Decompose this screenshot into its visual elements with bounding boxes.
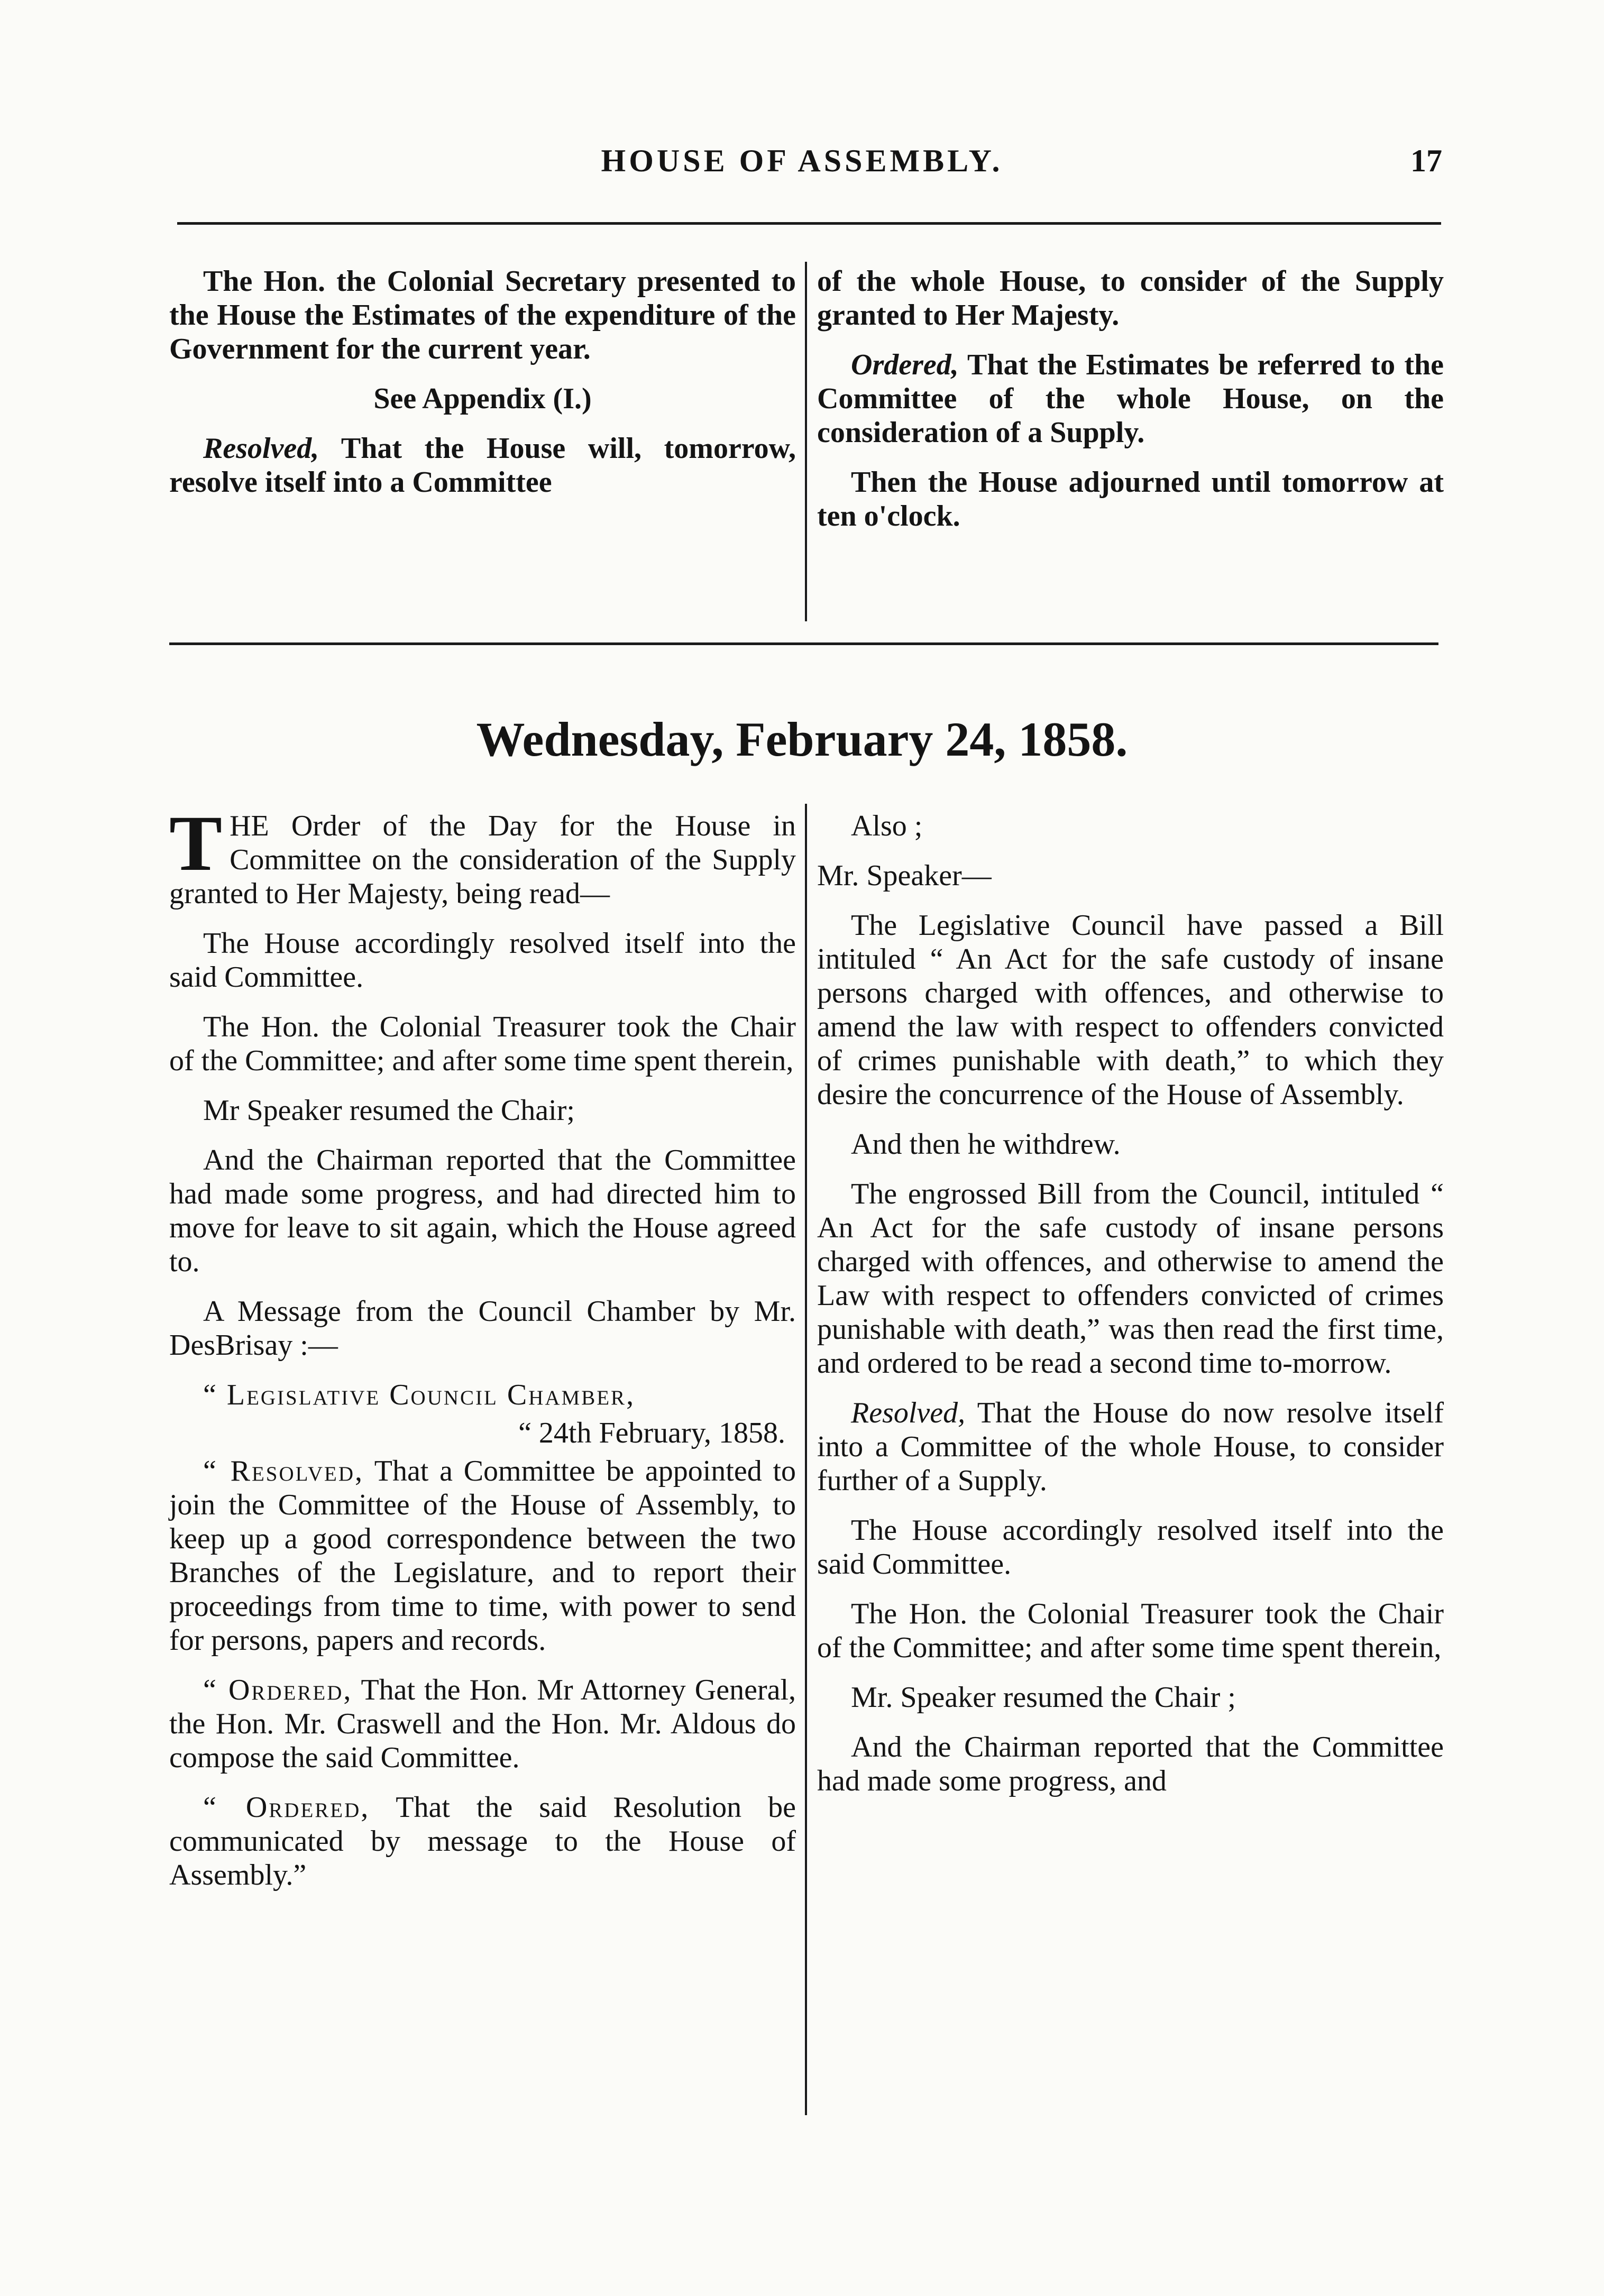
resolved-label: Resolved, <box>203 432 319 465</box>
paragraph: And the Chairman reported that the Committee had made some progress, and had directed him to move for leave to sit again, which the House agreed to. <box>169 1144 796 1278</box>
paragraph: The House accordingly resolved itself into the said Committee. <box>169 927 796 994</box>
paragraph: The Hon. the Colonial Treasurer took the Chair of the Committee; and after some time spent therein, <box>169 1011 796 1077</box>
paragraph: Mr. Speaker resumed the Chair ; <box>851 1681 1236 1714</box>
appendix-reference: See Appendix (I.) <box>373 382 592 415</box>
top-left-column <box>169 264 796 515</box>
paragraph: Also ; <box>851 810 923 842</box>
paragraph <box>817 348 1444 449</box>
ordered-label: “ Ordered, <box>203 1791 370 1824</box>
chamber-heading: “ Legislative Council Chamber, <box>203 1379 636 1411</box>
ordered-label: “ Ordered, <box>203 1674 353 1706</box>
paragraph <box>169 1790 796 1892</box>
ordered-text: That the Hon. Mr Attorney General, the Hon. Mr. Craswell and the Hon. Mr. Aldous do compose the said Committee. <box>169 1674 796 1774</box>
paragraph: The Hon. the Colonial Treasurer took the Chair of the Committee; and after some time spent therein, <box>817 1597 1444 1664</box>
paragraph <box>169 1673 796 1775</box>
paragraph-text: HE Order of the Day for the House in Committee on the consideration of the Supply granted to Her Majesty, being read— <box>169 810 796 910</box>
paragraph: The Hon. the Colonial Secretary presented to the House the Estimates of the expenditure of the Government for the current year. <box>169 265 796 365</box>
resolved-label: “ Resolved, <box>203 1455 364 1487</box>
paragraph: of the whole House, to consider of the Supply granted to Her Majesty. <box>817 265 1444 332</box>
paragraph <box>169 431 796 499</box>
running-head-title: HOUSE OF ASSEMBLY. <box>601 143 1003 178</box>
resolved-text: That the House will, tomorrow, resolve itself into a Committee <box>169 432 796 499</box>
paragraph: The Legislative Council have passed a Bill intituled “ An Act for the safe custody of insane persons charged with offences, and otherwise to amend the law with respect to offenders convicted of crimes punishable with death,” to which they desire the concurrence of the House of Assembly. <box>817 909 1444 1111</box>
paragraph: The engrossed Bill from the Council, intituled “ An Act for the safe custody of insane persons charged with offences, and otherwise to amend the Law with respect to offenders convicted of crimes punishable with death,” was then read the first time, and ordered to be read a second time to-morrow. <box>817 1178 1444 1380</box>
paragraph <box>169 1454 796 1657</box>
resolved-text: That a Committee be appointed to join the Committee of the House of Assembly, to keep up a good correspondence between the two Branches of the Legislature, and to report their proceedings from time to time, with power to send for persons, papers and records. <box>169 1455 796 1657</box>
page-number: 17 <box>1410 143 1442 178</box>
ordered-text: That the Estimates be referred to the Committee of the whole House, on the consideration of a Supply. <box>817 348 1444 449</box>
chamber-date: “ 24th February, 1858. <box>518 1417 785 1449</box>
paragraph <box>817 1396 1444 1498</box>
paragraph <box>169 800 796 911</box>
ordered-text: That the said Resolution be communicated by message to the House of Assembly.” <box>169 1791 796 1891</box>
resolved-text: That the House do now resolve itself into a Committee of the whole House, to consider further of a Supply. <box>817 1397 1444 1497</box>
ordered-label: Ordered, <box>851 348 959 381</box>
running-head <box>0 143 1604 190</box>
paragraph: Then the House adjourned until tomorrow at ten o'clock. <box>817 466 1444 532</box>
main-right-column <box>817 809 1444 1814</box>
drop-cap: T <box>169 800 223 887</box>
paragraph: A Message from the Council Chamber by Mr. DesBrisay :— <box>169 1295 796 1362</box>
main-left-column <box>169 800 796 1908</box>
date-heading: Wednesday, February 24, 1858. <box>476 712 1128 766</box>
section-rule <box>169 642 1438 645</box>
paragraph: Mr Speaker resumed the Chair; <box>203 1094 575 1127</box>
paragraph: And the Chairman reported that the Committee had made some progress, and <box>817 1731 1444 1797</box>
column-divider <box>805 262 807 621</box>
paragraph: And then he withdrew. <box>851 1128 1121 1161</box>
resolved-label: Resolved, <box>851 1397 966 1429</box>
column-divider <box>805 804 807 2115</box>
paragraph: Mr. Speaker— <box>817 859 992 892</box>
top-right-column <box>817 264 1444 549</box>
header-rule <box>177 222 1441 225</box>
paragraph: The House accordingly resolved itself into the said Committee. <box>817 1514 1444 1581</box>
